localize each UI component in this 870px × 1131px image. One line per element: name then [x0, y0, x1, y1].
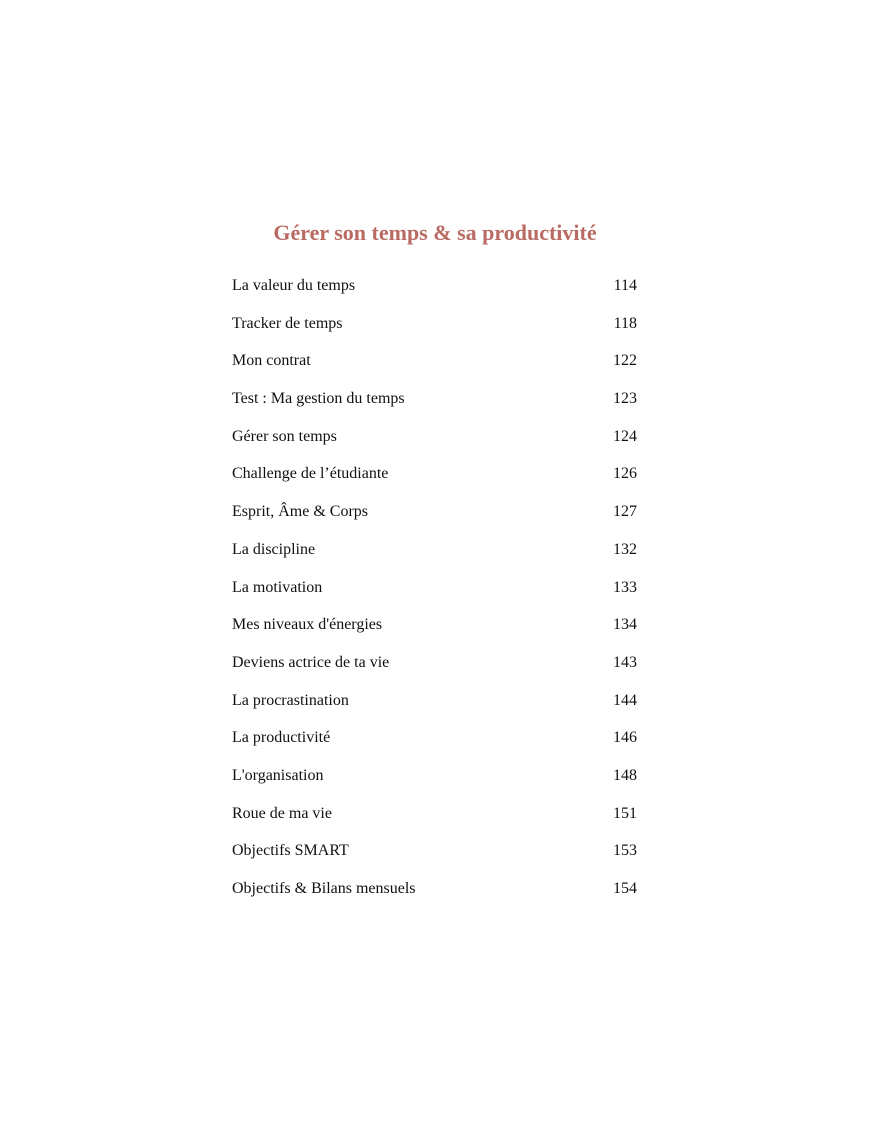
toc-entry-page: 144: [613, 691, 637, 709]
toc-entry-page: 126: [613, 465, 637, 483]
toc-entry: [232, 878, 637, 916]
toc-entry: [232, 727, 637, 765]
toc-entry: [232, 501, 637, 539]
toc-entry: [232, 840, 637, 878]
toc-entry-title: Mes niveaux d'énergies: [232, 616, 383, 634]
toc-entry-title: Roue de ma vie: [232, 804, 332, 822]
toc-entry: [232, 577, 637, 615]
toc-entry-title: La procrastination: [232, 691, 349, 709]
toc-entry-page: 118: [613, 314, 637, 332]
toc-entry-title: La motivation: [232, 578, 323, 596]
toc-entry: [232, 388, 637, 426]
toc-entry: [232, 313, 637, 351]
table-of-contents: [232, 275, 637, 916]
toc-entry-page: 133: [613, 578, 637, 596]
section-title: Gérer son temps & sa productivité: [273, 220, 597, 245]
toc-entry-title: Gérer son temps: [232, 427, 337, 445]
toc-entry-title: Challenge de l’étudiante: [232, 465, 389, 483]
toc-entry: [232, 614, 637, 652]
toc-entry: [232, 765, 637, 803]
toc-entry-page: 134: [613, 616, 637, 634]
toc-entry-title: L'organisation: [232, 766, 324, 784]
toc-entry-page: 146: [613, 729, 637, 747]
toc-entry-title: La productivité: [232, 729, 331, 747]
toc-entry: [232, 275, 637, 313]
toc-entry-title: Deviens actrice de ta vie: [232, 653, 390, 671]
toc-entry-page: 154: [613, 880, 637, 897]
toc-entry-page: 153: [613, 842, 637, 860]
toc-entry: [232, 690, 637, 728]
toc-entry-title: La discipline: [232, 540, 316, 558]
toc-entry: [232, 426, 637, 464]
toc-entry-page: 151: [613, 804, 637, 822]
toc-entry-page: 114: [613, 277, 637, 294]
toc-entry-page: 148: [613, 766, 637, 784]
toc-entry-page: 143: [613, 653, 637, 671]
toc-entry-page: 122: [613, 352, 637, 370]
toc-entry: [232, 463, 637, 501]
toc-entry-title: Tracker de temps: [232, 314, 343, 332]
toc-entry-title: La valeur du temps: [232, 277, 356, 294]
toc-entry: [232, 539, 637, 577]
toc-entry-title: Test : Ma gestion du temps: [232, 390, 405, 408]
toc-entry-title: Esprit, Âme & Corps: [232, 503, 368, 521]
toc-entry-page: 124: [613, 427, 637, 445]
toc-entry-page: 132: [613, 540, 637, 558]
toc-entry-page: 127: [613, 503, 637, 521]
toc-entry-title: Objectifs SMART: [232, 842, 349, 860]
toc-entry: [232, 350, 637, 388]
toc-entry: [232, 803, 637, 841]
toc-entry-title: Mon contrat: [232, 352, 311, 370]
toc-entry-title: Objectifs & Bilans mensuels: [232, 880, 416, 897]
toc-entry-page: 123: [613, 390, 637, 408]
toc-entry: [232, 652, 637, 690]
